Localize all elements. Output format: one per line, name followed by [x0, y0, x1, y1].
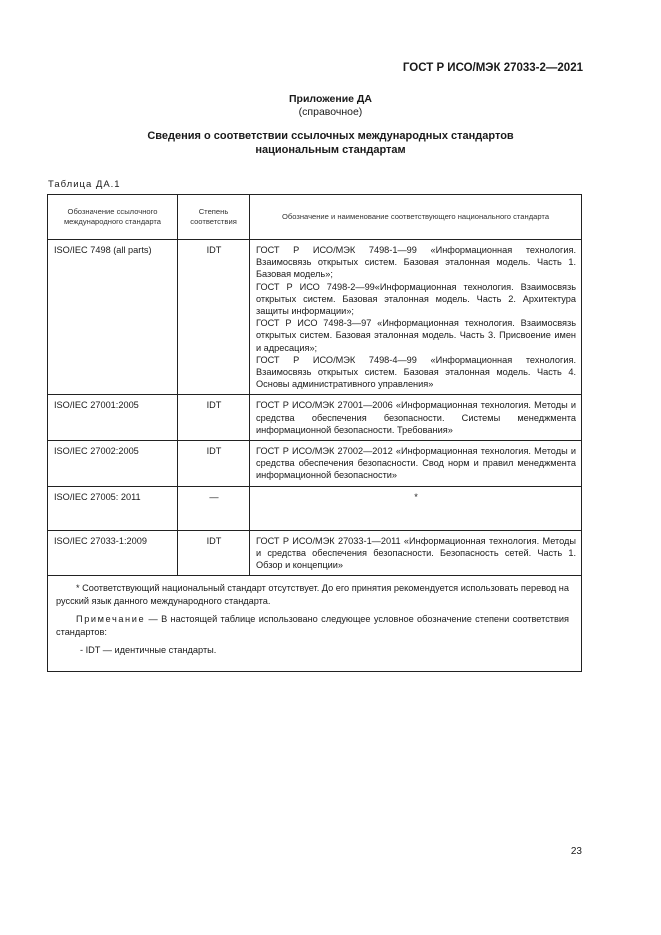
- section-title: [0, 129, 661, 157]
- national-standard-cell: [250, 486, 582, 530]
- degree-cell: IDT: [178, 441, 250, 487]
- degree-cell: IDT: [178, 240, 250, 395]
- intl-standard-cell: ISO/IEC 27001:2005: [48, 395, 178, 441]
- national-standard-entry: ГОСТ Р ИСО/МЭК 7498-4—99 «Информационная технология. Взаимосвязь открытых систем. Базовая эталонная модель. Часть 4. Основы административного управления»: [256, 354, 576, 390]
- page-number: 23: [570, 846, 582, 857]
- national-standard-cell: [250, 240, 582, 395]
- note-text: — В настоящей таблице использовано следующее условное обозначение степени соответствия стандартов:: [56, 614, 569, 637]
- table-row: [48, 240, 582, 395]
- national-standard-cell: [250, 395, 582, 441]
- section-title-line-1: Сведения о соответствии ссылочных международных стандартов: [147, 130, 514, 142]
- table-row: [48, 530, 582, 576]
- table-notes: [48, 576, 582, 672]
- degree-cell: —: [178, 486, 250, 530]
- national-standard-cell: [250, 441, 582, 487]
- document-standard-number: ГОСТ Р ИСО/МЭК 27033-2—2021: [402, 62, 583, 74]
- correspondence-table: [47, 194, 582, 672]
- annex-title: Приложение ДА: [289, 93, 372, 105]
- column-header-intl: Обозначение ссылочного международного стандарта: [48, 195, 178, 240]
- table-row: [48, 441, 582, 487]
- annex-heading: [0, 93, 661, 119]
- degree-cell: IDT: [178, 530, 250, 576]
- national-standard-cell: [250, 530, 582, 576]
- intl-standard-cell: ISO/IEC 27033-1:2009: [48, 530, 178, 576]
- degree-cell: IDT: [178, 395, 250, 441]
- column-header-degree: Степень соответствия: [178, 195, 250, 240]
- intl-standard-cell: ISO/IEC 27005: 2011: [48, 486, 178, 530]
- table-row: [48, 395, 582, 441]
- intl-standard-cell: ISO/IEC 7498 (all parts): [48, 240, 178, 395]
- note-paragraph: [56, 613, 569, 638]
- table-row: [48, 486, 582, 530]
- national-standard-entry: ГОСТ Р ИСО/МЭК 27001—2006 «Информационная технология. Методы и средства обеспечения безопасности. Системы менеджмента информационной безопасности. Требования»: [256, 400, 576, 435]
- note-label: Примечание: [76, 614, 146, 625]
- section-title-line-2: национальным стандартам: [255, 144, 406, 156]
- note-item: - IDT — идентичные стандарты.: [80, 645, 217, 656]
- table-notes-row: [48, 576, 582, 672]
- table-label: Таблица ДА.1: [48, 179, 121, 190]
- table-header-row: [48, 195, 582, 240]
- national-standard-entry: ГОСТ Р ИСО/МЭК 27002—2012 «Информационная технология. Методы и средства обеспечения безопасности. Свод норм и правил менеджмента информационной безопасности»: [256, 446, 576, 481]
- column-header-national: Обозначение и наименование соответствующего национального стандарта: [250, 195, 582, 240]
- footnote-marker: *: [414, 491, 418, 502]
- annex-subtitle: (справочное): [298, 106, 363, 118]
- national-standard-entry: ГОСТ Р ИСО/МЭК 7498-1—99 «Информационная технология. Взаимосвязь открытых систем. Базовая эталонная модель. Часть 1. Базовая модель»;: [256, 245, 576, 280]
- intl-standard-cell: ISO/IEC 27002:2005: [48, 441, 178, 487]
- national-standard-entry: ГОСТ Р ИСО 7498-3—97 «Информационная технология. Взаимосвязь открытых систем. Базовая эталонная модель. Часть 3. Присвоение имен и адресация»;: [256, 318, 576, 353]
- footnote-text: * Соответствующий национальный стандарт отсутствует. До его принятия рекомендуется использовать перевод на русский язык данного международного стандарта.: [56, 583, 569, 606]
- national-standard-entry: ГОСТ Р ИСО/МЭК 27033-1—2011 «Информационная технология. Методы и средства обеспечения безопасности. Безопасность сетей. Часть 1. Обзор и концепции»: [256, 535, 576, 571]
- national-standard-entry: ГОСТ Р ИСО 7498-2—99«Информационная технология. Взаимосвязь открытых систем. Базовая эталонная модель. Часть 2. Архитектура защиты информации»;: [256, 281, 576, 317]
